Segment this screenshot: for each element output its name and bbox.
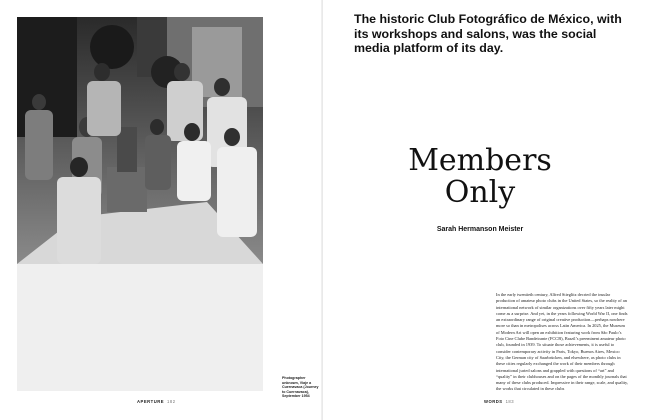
- title-line-1: Members: [408, 143, 552, 178]
- folio-label: WORDS: [484, 399, 503, 404]
- article-title: [380, 145, 580, 209]
- photo-mat: [17, 264, 263, 391]
- page-number: 183: [505, 399, 515, 404]
- photo-frame: [17, 17, 263, 391]
- title-line-2: Only: [444, 175, 516, 210]
- folio-right: [484, 399, 514, 404]
- page-number: 182: [167, 399, 176, 404]
- group-photograph: [17, 17, 263, 264]
- folio-label: APERTURE: [137, 399, 165, 404]
- folio-left: [137, 399, 176, 404]
- photo-caption: Photographer unknown, Viaje a Cuernavaca (Journey to Cuernavaca), September 1954: [282, 376, 319, 399]
- deck-text: The historic Club Fotográfico de México, with its workshops and salons, was the social media platform of its day.: [354, 12, 622, 56]
- author-byline: Sarah Hermanson Meister: [436, 226, 524, 233]
- body-text: In the early twentieth century, Alfred Stieglitz decried the insular production of amateur photo clubs in the United States, so the reality of an international network of similar organizations over fifty years later might come as a surprise. And yet, in the years following World War II, one finds an extraordinary range of original creative production—perhaps nowhere more so than in metropolises across Latin America. In 2025, the Museum of Modern Art will open an exhibition featuring work from São Paulo’s Foto Cine Clube Bandeirante (FCCB), Brazil’s preeminent amateur photo club, founded in 1939. To situate those achievements, it is useful to consider contemporary activity in Paris, Tokyo, Buenos Aires, Mexico City, the German city of Saarbrücken, and elsewhere, as photo clubs in these cities regularly exchanged the work of their members through international juried salons and grappled with questions of “art” and “quality” in their clubhouses and on the pages of the monthly journals that many of these clubs produced. Impressive in their range, scale, and quality, the works that circulated in these clubs: [496, 292, 628, 392]
